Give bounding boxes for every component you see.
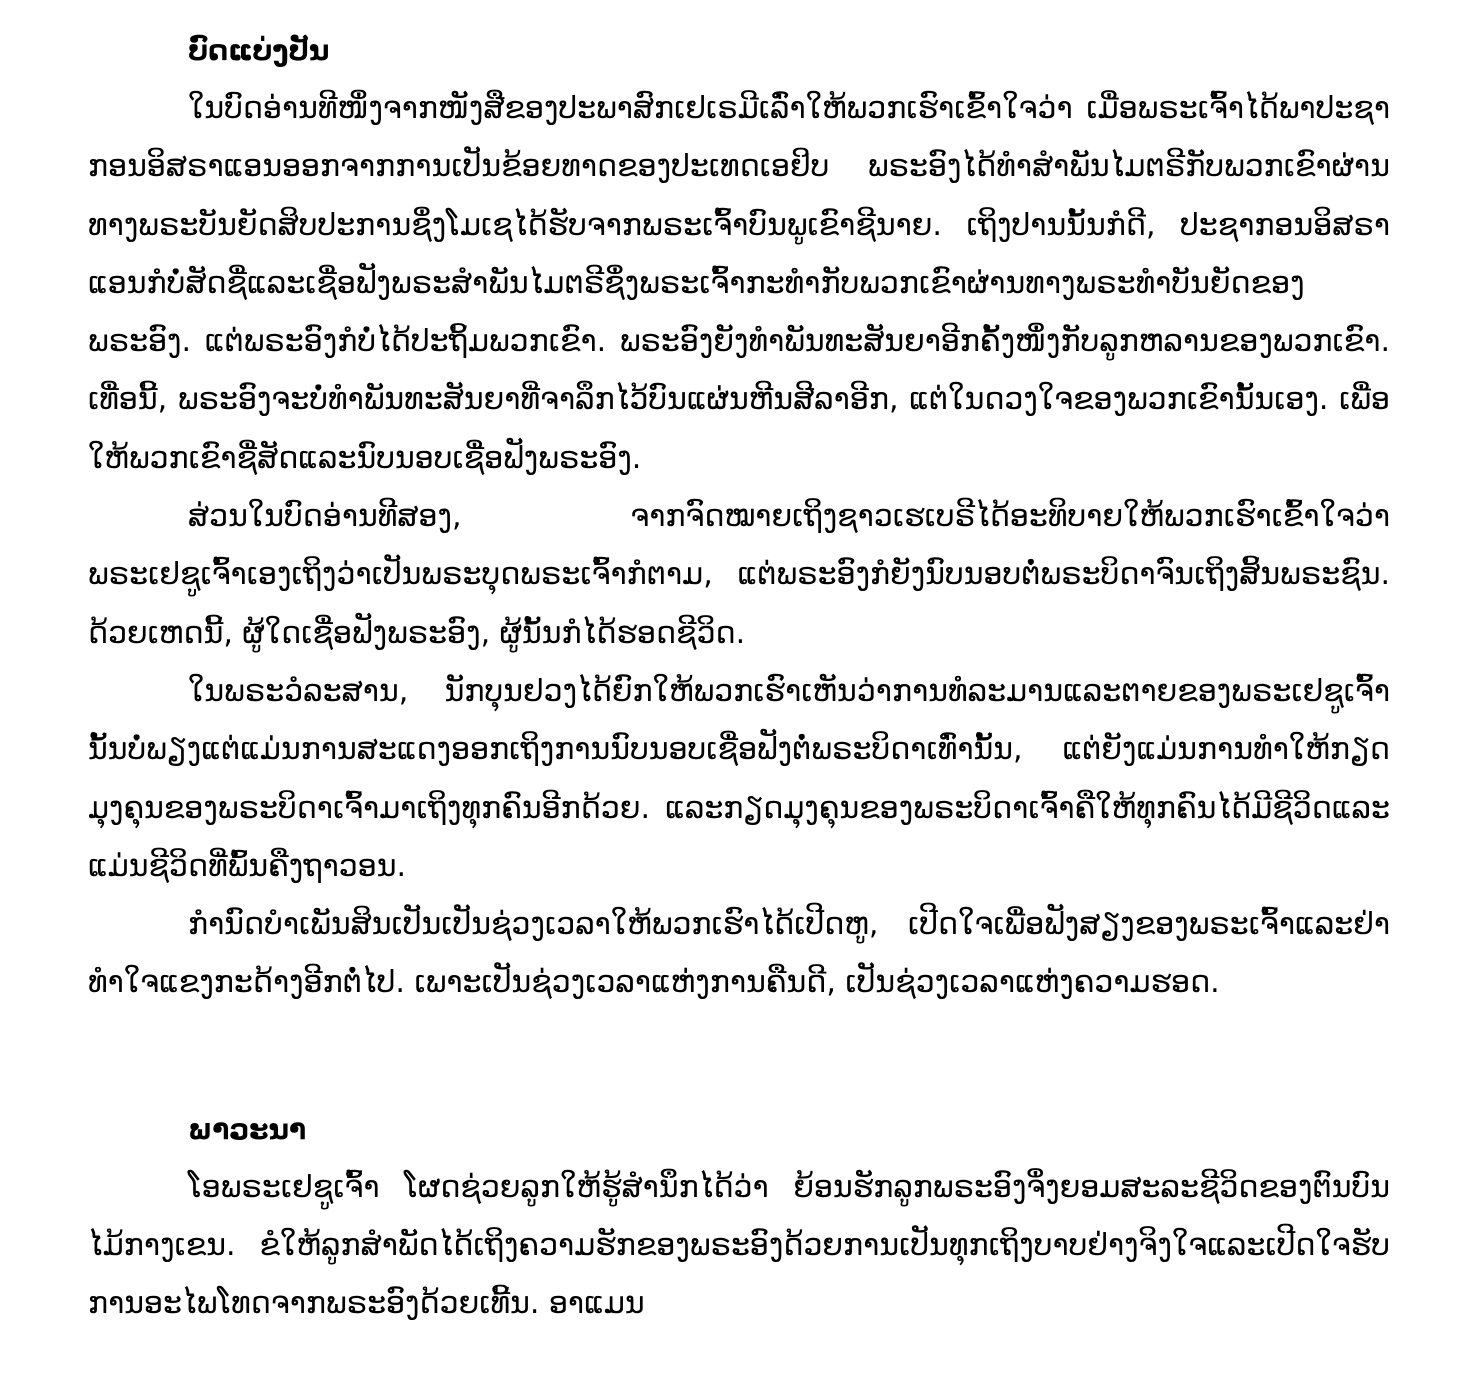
section-spacer [88,1013,1390,1101]
section-heading-prayer: ພາວະນາ [188,1112,307,1146]
document-page [88,22,1390,1334]
paragraph-gospel: ໃນພຣະວໍລະສານ, ນັກບຸນຢວງໄດ້ຍົກໃຫ້ພວກເຮົາເຫັນວ່າການທໍລະມານແລະຕາຍຂອງພຣະເຢຊູເຈົ້ານັ້ນບໍ່ພຽງແຕ່ແມ່ນການສະແດງອອກເຖິງການນົບນອບເຊື່ອຟັງຕໍ່ພຣະບິດາເທົ່ານັ້ນ, ແຕ່ຍັງແມ່ນການທຳໃຫ້ກຽດມຸງຄຸນຂອງພຣະບິດາເຈົ້າມາເຖິງທຸກຄົນອີກດ້ວຍ. ແລະກຽດມຸງຄຸນຂອງພຣະບິດາເຈົ້າຄືໃຫ້ທຸກຄົນໄດ້ມີຊີວິດແລະແມ່ນຊີວິດທີ່ພົ້ນຄືງຖາວອນ. [88,673,1390,884]
paragraph-first-reading: ໃນບົດອ່ານທີໜຶ່ງຈາກໜັງສືຂອງປະພາສົກເຢເຣມີເລົ່າໃຫ້ພວກເຮົາເຂົ້າໃຈວ່າ ເມື່ອພຣະເຈົ້າໄດ້ພາປະຊາກອນອິສຣາແອນອອກຈາກການເປັນຂ້ອຍທາດຂອງປະເທດເອຢິບ ພຣະອົງໄດ້ທຳສຳພັນໄມຕຣີກັບພວກເຂົາຜ່ານທາງພຣະບັນຍັດສິບປະການຊຶ່ງໂມເຊໄດ້ຮັບຈາກພຣະເຈົ້າບົນພູເຂົາຊີນາຍ. ເຖິງປານນັ້ນກໍດີ, ປະຊາກອນອິສຣາແອນກໍບໍ່ສັດຊື່ແລະເຊື່ອຟັງພຣະສຳພັນໄມຕຣີຊຶ່ງພຣະເຈົ້າກະທຳກັບພວກເຂົາຜ່ານທາງພຣະທຳບັນຍັດຂອງພຣະອົງ. ແຕ່ພຣະອົງກໍບໍ່ໄດ້ປະຖິ້ມພວກເຂົາ. ພຣະອົງຍັງທຳພັນທະສັນຍາອີກຄັ້ງໜຶ່ງກັບລູກຫລານຂອງພວກເຂົາ. ເທື່ອນີ້, ພຣະອົງຈະບໍ່ທຳພັນທະສັນຍາທີ່ຈາລຶກໄວ້ບົນແຜ່ນຫີນສີລາອີກ, ແຕ່ໃນດວງໃຈຂອງພວກເຂົານັ້ນເອງ. ເພື່ອໃຫ້ພວກເຂົາຊື່ສັດແລະນົບນອບເຊື່ອຟັງພຣະອົງ. [88,91,1390,476]
paragraph-lent: ກຳນົດບຳເພັນສິນເປັນເປັນຊ່ວງເວລາໃຫ້ພວກເຮົາໄດ້ເປີດຫູ, ເປີດໃຈເພື່ອຟັງສຽງຂອງພຣະເຈົ້າແລະຢ່າທຳໃຈແຂງກະດ້າງອີກຕໍ່ໄປ. ເພາະເປັນຊ່ວງເວລາແຫ່ງການຄືນດີ, ເປັນຊ່ວງເວລາແຫ່ງຄວາມຮອດ. [88,907,1390,1001]
section-heading-reflection: ບົດແບ່ງປັນ [188,34,330,67]
paragraph-prayer: ໂອພຣະເຢຊູເຈົ້າ ໂຜດຊ່ວຍລູກໃຫ້ຮູ້ສຳນຶກໄດ້ວ່າ ຍ້ອນຮັກລູກພຣະອົງຈຶ່ງຍອມສະລະຊີວິດຂອງຕົນບົນໄມ້ກາງເຂນ. ຂໍໃຫ້ລູກສຳພັດໄດ້ເຖິງຄວາມຮັກຂອງພຣະອົງດ້ວຍການເປັນທຸກເຖິງບາບຢ່າງຈິງໃຈແລະເປີດໃຈຮັບການອະໄພໂທດຈາກພຣະອົງດ້ວຍເທີ້ນ. ອາແມນ [88,1169,1390,1322]
paragraph-second-reading: ສ່ວນໃນບົດອ່ານທີສອງ, ຈາກຈົດໝາຍເຖິງຊາວເຮເບຣີໄດ້ອະທິບາຍໃຫ້ພວກເຮົາເຂົ້າໃຈວ່າ ພຣະເຢຊູເຈົ້າເອງເຖິງວ່າເປັນພຣະບຸດພຣະເຈົ້າກໍຕາມ, ແຕ່ພຣະອົງກໍຍັງນົບນອບຕໍ່ພຣະບິດາຈົນເຖິງສິ້ນພຣະຊົນ. ດ້ວຍເຫດນີ້, ຜູ້ໃດເຊື່ອຟັງພຣະອົງ, ຜູ້ນັ້ນກໍໄດ້ຮອດຊີວິດ. [88,499,1390,651]
